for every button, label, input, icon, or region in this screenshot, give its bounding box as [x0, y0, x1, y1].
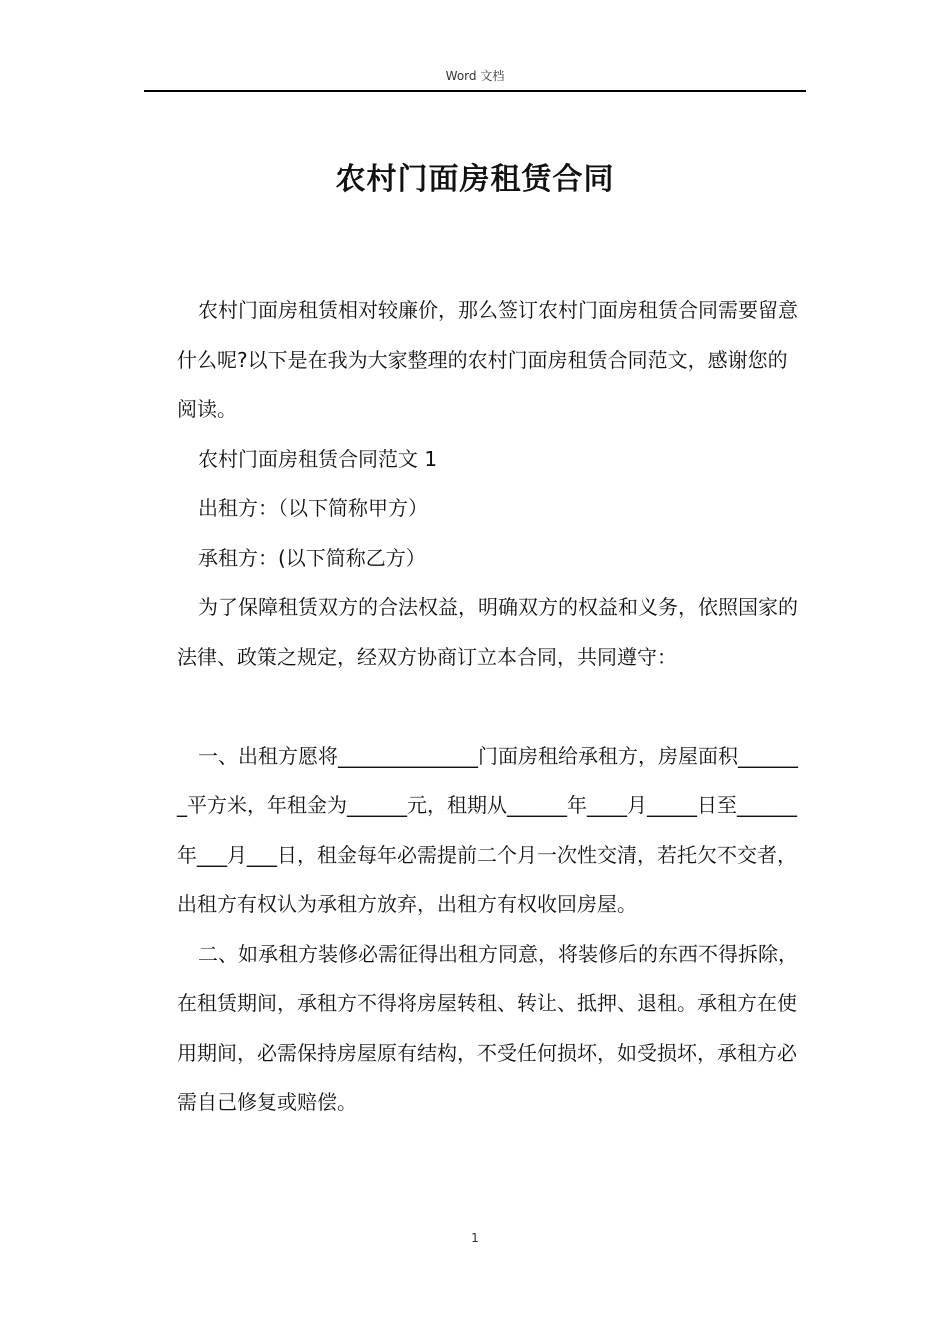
- document-body: [177, 286, 807, 1128]
- paragraph-intro: 农村门面房租赁相对较廉价，那么签订农村门面房租赁合同需要留意什么呢?以下是在我为大家整理的农村门面房租赁合同范文，感谢您的阅读。: [177, 298, 798, 421]
- paragraph-spacer: [177, 682, 807, 732]
- paragraph-lessee: 承租方：(以下简称乙方）: [198, 545, 426, 570]
- paragraph-clause-1: 一、出租方愿将______________门面房租给承租方，房屋面积_______平方米，年租金为______元，租期从______年____月_____日至______年___月___日，租金每年必需提前二个月一次性交清，若托欠不交者，出租方有权认为承租方放弃，出租方有权收回房屋。: [177, 743, 798, 916]
- paragraph-lessor: 出租方：（以下简称甲方）: [198, 496, 428, 520]
- paragraph-clause-2: 二、如承租方装修必需征得出租方同意，将装修后的东西不得拆除，在租赁期间，承租方不得将房屋转租、转让、抵押、退租。承租方在使用期间，必需保持房屋原有结构，不受任何损坏，如受损坏，承租方必需自己修复或赔偿。: [177, 941, 798, 1114]
- document-title: 农村门面房租赁合同: [335, 162, 615, 197]
- header-label: Word 文档: [445, 69, 505, 83]
- page-number: 1: [471, 1231, 479, 1245]
- page-header: [144, 68, 806, 92]
- paragraph-preamble: 为了保障租赁双方的合法权益，明确双方的权益和义务，依照国家的法律、政策之规定，经双方协商订立本合同，共同遵守：: [177, 595, 798, 669]
- paragraph-sample-heading: 农村门面房租赁合同范文 1: [198, 446, 438, 471]
- page-footer: [0, 1230, 950, 1246]
